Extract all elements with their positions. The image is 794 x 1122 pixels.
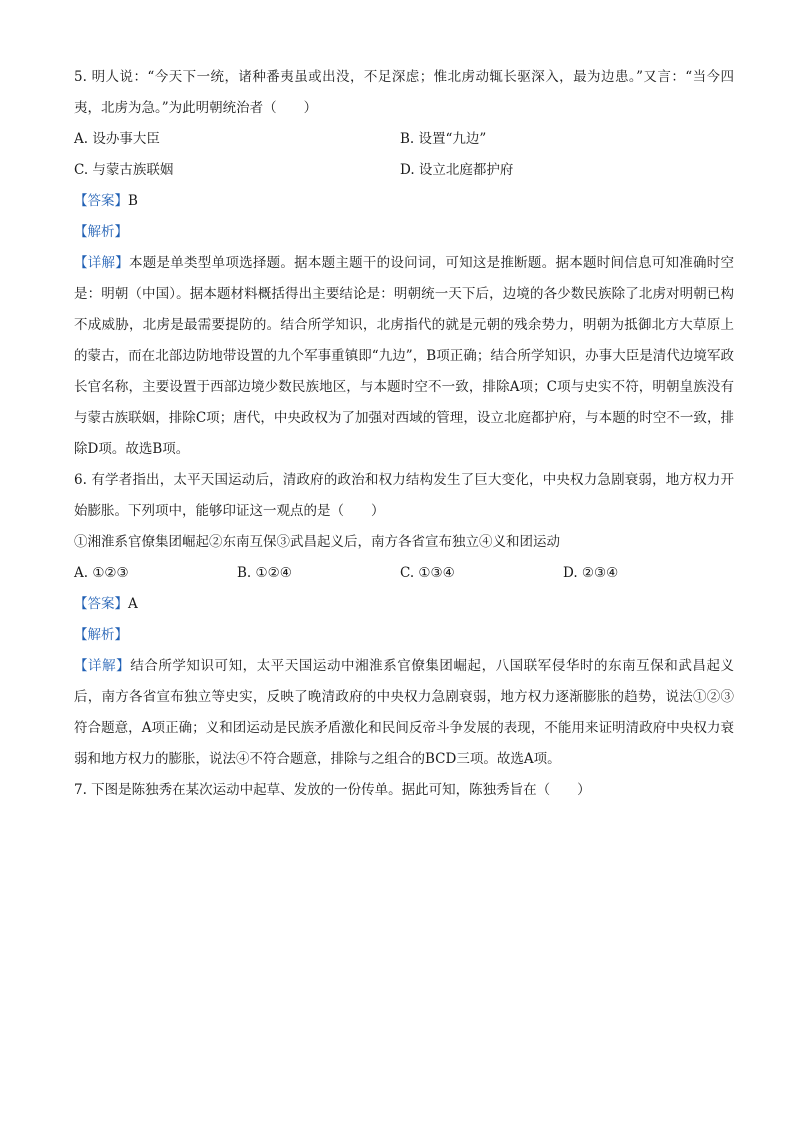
- q5-option-a: A. 设办事大臣: [74, 131, 160, 147]
- q6-analysis-heading: [74, 620, 734, 651]
- q6-analysis-tag: 【解析】: [74, 627, 128, 643]
- q6-option-d: D. ②③④: [563, 565, 619, 581]
- q5-detail-text: 本题是单类型单项选择题。据本题主题干的设问词，可知这是推断题。据本题时间信息可知准确时空是：明朝（中国）。据本题材料概括得出主要结论是：明朝统一天下后，边境的各少数民族除了北虏对明朝已构不成威胁，北虏是最需要提防的。结合所学知识，北虏指代的就是元朝的残余势力，明朝为抵御北方大草原上的蒙古，而在北部边防地带设置的九个军事重镇即“九边”，B项正确；结合所学知识，办事大臣是清代边境军政长官名称，主要设置于西部边境少数民族地区，与本题时空不一致，排除A项；C项与史实不符，明朝皇族没有与蒙古族联姻，排除C项；唐代，中央政权为了加强对西域的管理，设立北庭都护府，与本题的时空不一致，排除D项。故选B项。: [74, 255, 735, 457]
- q5-analysis-tag: 【解析】: [74, 224, 128, 240]
- q7-stem: 7. 下图是陈独秀在某次运动中起草、发放的一份传单。据此可知，陈独秀旨在（ ）: [74, 782, 591, 798]
- q6-option-c: C. ①③④: [400, 565, 455, 581]
- q6-stem: 6. 有学者指出，太平天国运动后，清政府的政治和权力结构发生了巨大变化，中央权力急剧衰弱，地方权力开始膨胀。下列项中，能够印证这一观点的是（ ）: [74, 472, 734, 519]
- q5-stem: 5. 明人说：“今天下一统，诸种番夷虽或出没，不足深虑；惟北虏动辄长驱深入，最为边患。”又言：“当今四夷，北虏为急。”为此明朝统治者（ ）: [74, 69, 734, 116]
- q6-detail-text: 结合所学知识可知，太平天国运动中湘淮系官僚集团崛起，八国联军侵华时的东南互保和武昌起义后，南方各省宣布独立等史实，反映了晚清政府的中央权力急剧衰弱，地方权力逐渐膨胀的趋势，说法①②③符合题意，A项正确；义和团运动是民族矛盾激化和民间反帝斗争发展的表现，不能用来证明清政府中央权力衰弱和地方权力的膨胀，说法④不符合题意，排除与之组合的BCD三项。故选A项。: [74, 658, 735, 767]
- q6-option-a: A. ①②③: [74, 565, 129, 581]
- q5-options-row-1: [74, 124, 734, 155]
- q6-answer-value: A: [128, 596, 138, 612]
- q5-answer: [74, 186, 734, 217]
- q6-options-row: [74, 558, 734, 589]
- q6-answer: [74, 589, 734, 620]
- q6-answer-tag: 【答案】: [74, 596, 128, 612]
- q5-analysis-heading: [74, 217, 734, 248]
- q5-detail: [74, 248, 734, 465]
- q6-detail: [74, 651, 734, 775]
- document-page: [74, 62, 734, 806]
- q6-items: ①湘淮系官僚集团崛起②东南互保③武昌起义后，南方各省宣布独立④义和团运动: [74, 534, 560, 550]
- q5-answer-value: B: [128, 193, 138, 209]
- q5-detail-tag: 【详解】: [74, 255, 130, 271]
- q5-options-row-2: [74, 155, 734, 186]
- q5-option-c: C. 与蒙古族联姻: [74, 162, 174, 178]
- q6-detail-tag: 【详解】: [74, 658, 131, 674]
- q5-option-d: D. 设立北庭都护府: [400, 162, 514, 178]
- q6-option-b: B. ①②④: [237, 565, 292, 581]
- q5-option-b: B. 设置“九边”: [400, 131, 487, 147]
- q5-answer-tag: 【答案】: [74, 193, 128, 209]
